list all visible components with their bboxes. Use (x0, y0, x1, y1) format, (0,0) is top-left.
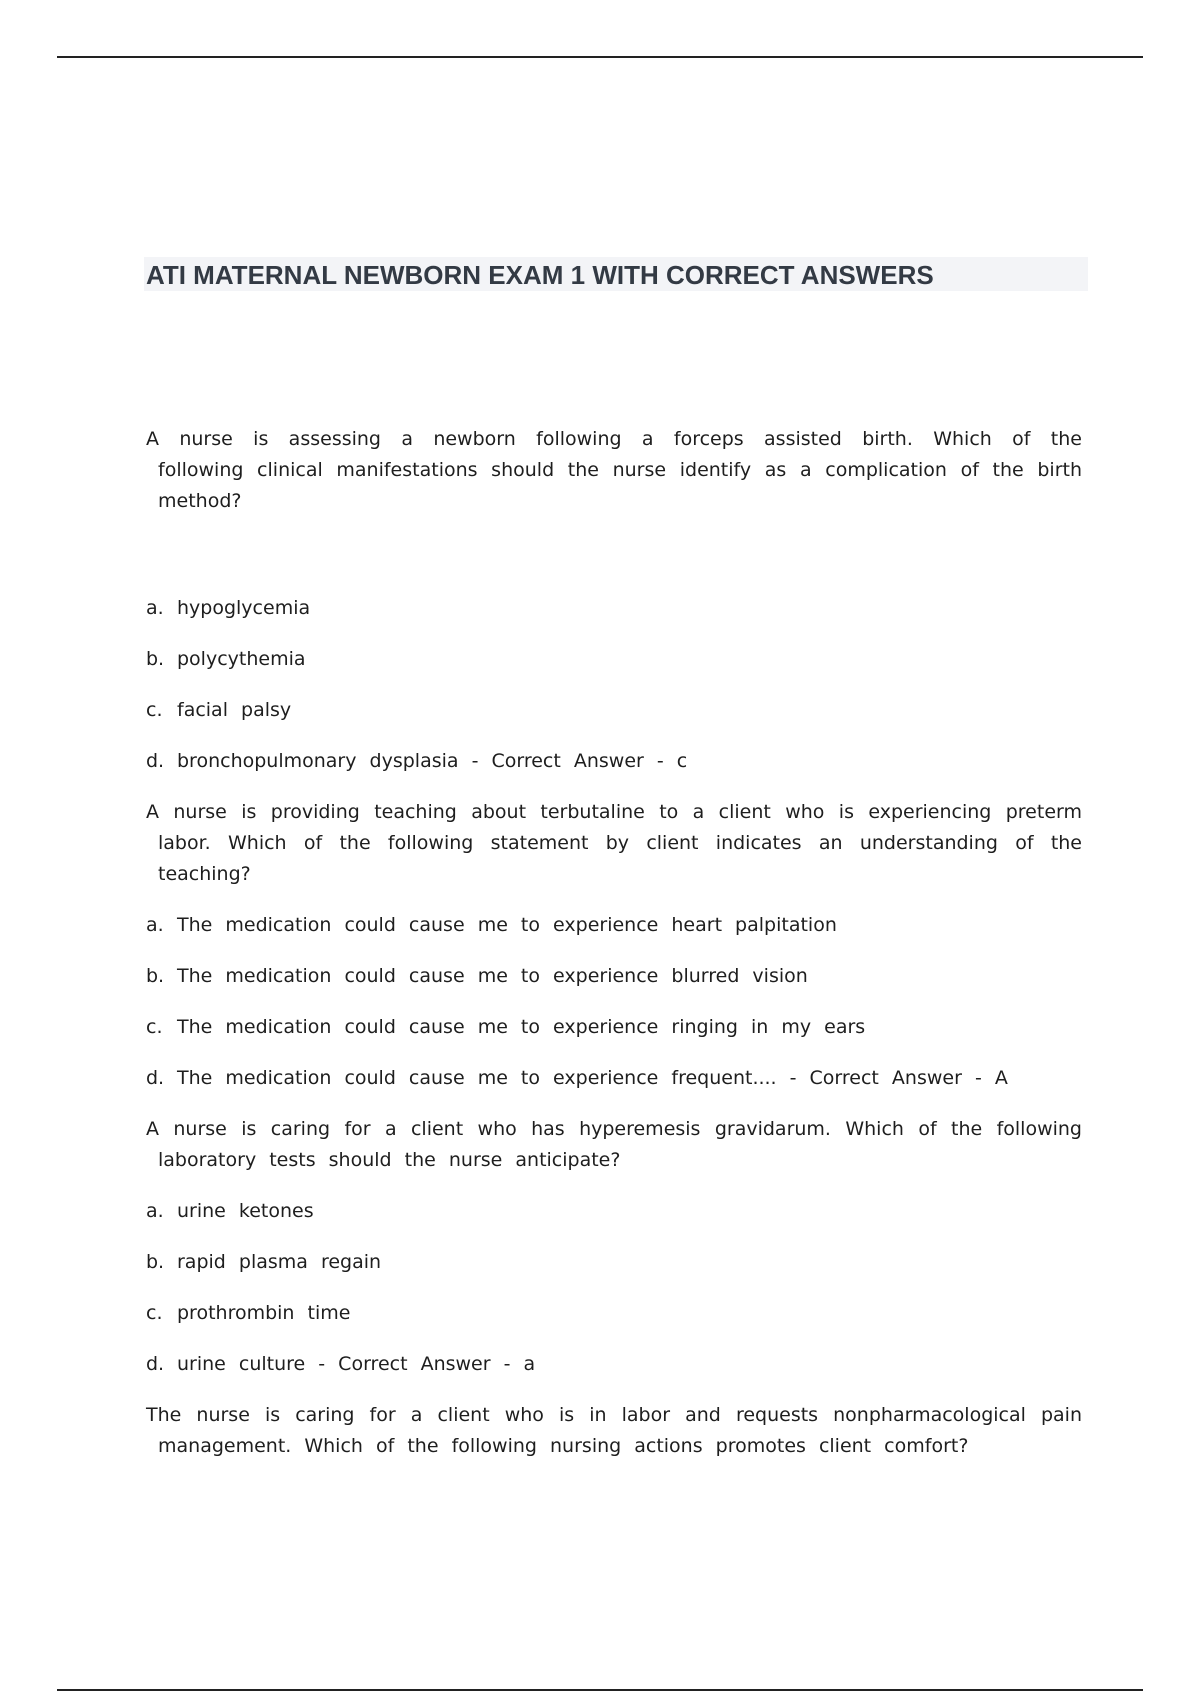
option-text: polycythemia (177, 648, 306, 670)
option-text: hypoglycemia (177, 597, 311, 619)
document-title: ATI MATERNAL NEWBORN EXAM 1 WITH CORRECT ANSWERS (146, 260, 934, 290)
option-letter: b. (146, 648, 165, 670)
option-letter: d. (146, 1353, 165, 1375)
question-2-option-a (146, 910, 1082, 941)
option-letter: a. (146, 1200, 164, 1222)
question-1-option-a (146, 593, 1082, 624)
option-letter: c. (146, 699, 163, 721)
option-text: urine ketones (177, 1200, 314, 1222)
header-rule (57, 56, 1143, 58)
question-2-option-d (146, 1063, 1082, 1094)
option-text: facial palsy (177, 699, 292, 721)
option-letter: c. (146, 1302, 163, 1324)
option-text: The medication could cause me to experience blurred vision (177, 965, 808, 987)
question-3-option-a (146, 1196, 1082, 1227)
option-letter: d. (146, 750, 165, 772)
option-letter: a. (146, 597, 164, 619)
footer-rule (57, 1689, 1143, 1691)
option-text: prothrombin time (177, 1302, 351, 1324)
question-3-option-d (146, 1349, 1082, 1380)
question-1-option-d (146, 746, 1082, 777)
option-text: bronchopulmonary dysplasia - Correct Answer - c (177, 750, 688, 772)
option-text: The medication could cause me to experience heart palpitation (177, 914, 837, 936)
option-letter: a. (146, 914, 164, 936)
option-letter: c. (146, 1016, 163, 1038)
question-2-option-c (146, 1012, 1082, 1043)
question-3-stem: A nurse is caring for a client who has hyperemesis gravidarum. Which of the following laboratory tests should the nurse anticipate? (146, 1118, 1082, 1171)
option-text: The medication could cause me to experience frequent.... - Correct Answer - A (177, 1067, 1008, 1089)
option-letter: d. (146, 1067, 165, 1089)
option-letter: b. (146, 1251, 165, 1273)
option-text: rapid plasma regain (177, 1251, 382, 1273)
question-1-stem: A nurse is assessing a newborn following a forceps assisted birth. Which of the following clinical manifestations should the nurse identify as a complication of the birth method? (146, 428, 1082, 512)
question-2-stem: A nurse is providing teaching about terbutaline to a client who is experiencing preterm labor. Which of the following statement by client indicates an understanding of the teaching? (146, 801, 1082, 885)
question-3-option-b (146, 1247, 1082, 1278)
option-letter: b. (146, 965, 165, 987)
question-3-option-c (146, 1298, 1082, 1329)
question-1-option-c (146, 695, 1082, 726)
option-text: The medication could cause me to experience ringing in my ears (177, 1016, 866, 1038)
question-2-option-b (146, 961, 1082, 992)
question-1-option-b (146, 644, 1082, 675)
option-text: urine culture - Correct Answer - a (177, 1353, 536, 1375)
question-4-stem: The nurse is caring for a client who is in labor and requests nonpharmacological pain management. Which of the following nursing actions promotes client comfort? (146, 1404, 1082, 1457)
question-list (146, 424, 1082, 1482)
